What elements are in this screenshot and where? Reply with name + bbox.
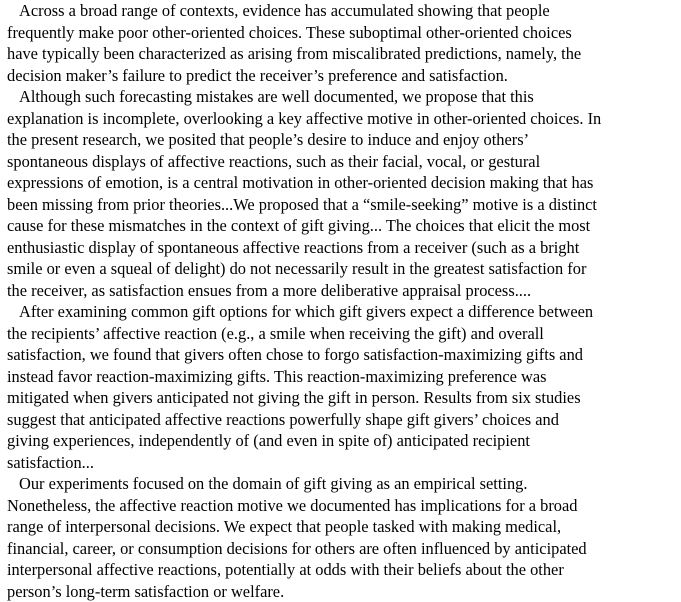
text-line: Across a broad range of contexts, evidence has accumulated showing that people <box>7 0 681 22</box>
text-line: the present research, we posited that people’s desire to induce and enjoy others’ <box>7 129 681 151</box>
paragraph <box>7 0 681 86</box>
text-line: giving experiences, independently of (and even in spite of) anticipated recipient <box>7 430 681 452</box>
paragraph <box>7 301 681 473</box>
text-line: After examining common gift options for which gift givers expect a difference between <box>7 301 681 323</box>
text-line: satisfaction... <box>7 452 681 474</box>
text-line: cause for these mismatches in the context of gift giving... The choices that elicit the most <box>7 215 681 237</box>
text-line: spontaneous displays of affective reactions, such as their facial, vocal, or gestural <box>7 151 681 173</box>
text-line: decision maker’s failure to predict the receiver’s preference and satisfaction. <box>7 65 681 87</box>
text-line: smile or even a squeal of delight) do not necessarily result in the greatest satisfaction for <box>7 258 681 280</box>
text-line: explanation is incomplete, overlooking a key affective motive in other-oriented choices. In <box>7 108 681 130</box>
paragraph <box>7 473 681 602</box>
text-line: Nonetheless, the affective reaction motive we documented has implications for a broad <box>7 495 681 517</box>
text-line: been missing from prior theories...We proposed that a “smile-seeking” motive is a distinct <box>7 194 681 216</box>
paragraph <box>7 86 681 301</box>
text-line: Although such forecasting mistakes are well documented, we propose that this <box>7 86 681 108</box>
text-line: suggest that anticipated affective reactions powerfully shape gift givers’ choices and <box>7 409 681 431</box>
text-line: person’s long-term satisfaction or welfare. <box>7 581 681 602</box>
text-line: satisfaction, we found that givers often chose to forgo satisfaction-maximizing gifts and <box>7 344 681 366</box>
text-line: interpersonal affective reactions, potentially at odds with their beliefs about the other <box>7 559 681 581</box>
text-line: financial, career, or consumption decisions for others are often influenced by anticipated <box>7 538 681 560</box>
text-line: have typically been characterized as arising from miscalibrated predictions, namely, the <box>7 43 681 65</box>
text-line: the receiver, as satisfaction ensues from a more deliberative appraisal process.... <box>7 280 681 302</box>
text-line: mitigated when givers anticipated not giving the gift in person. Results from six studies <box>7 387 681 409</box>
text-line: expressions of emotion, is a central motivation in other-oriented decision making that has <box>7 172 681 194</box>
text-line: instead favor reaction-maximizing gifts. This reaction-maximizing preference was <box>7 366 681 388</box>
text-line: Our experiments focused on the domain of gift giving as an empirical setting. <box>7 473 681 495</box>
text-line: enthusiastic display of spontaneous affective reactions from a receiver (such as a bright <box>7 237 681 259</box>
text-line: the recipients’ affective reaction (e.g., a smile when receiving the gift) and overall <box>7 323 681 345</box>
text-line: frequently make poor other-oriented choices. These suboptimal other-oriented choices <box>7 22 681 44</box>
text-line: range of interpersonal decisions. We expect that people tasked with making medical, <box>7 516 681 538</box>
